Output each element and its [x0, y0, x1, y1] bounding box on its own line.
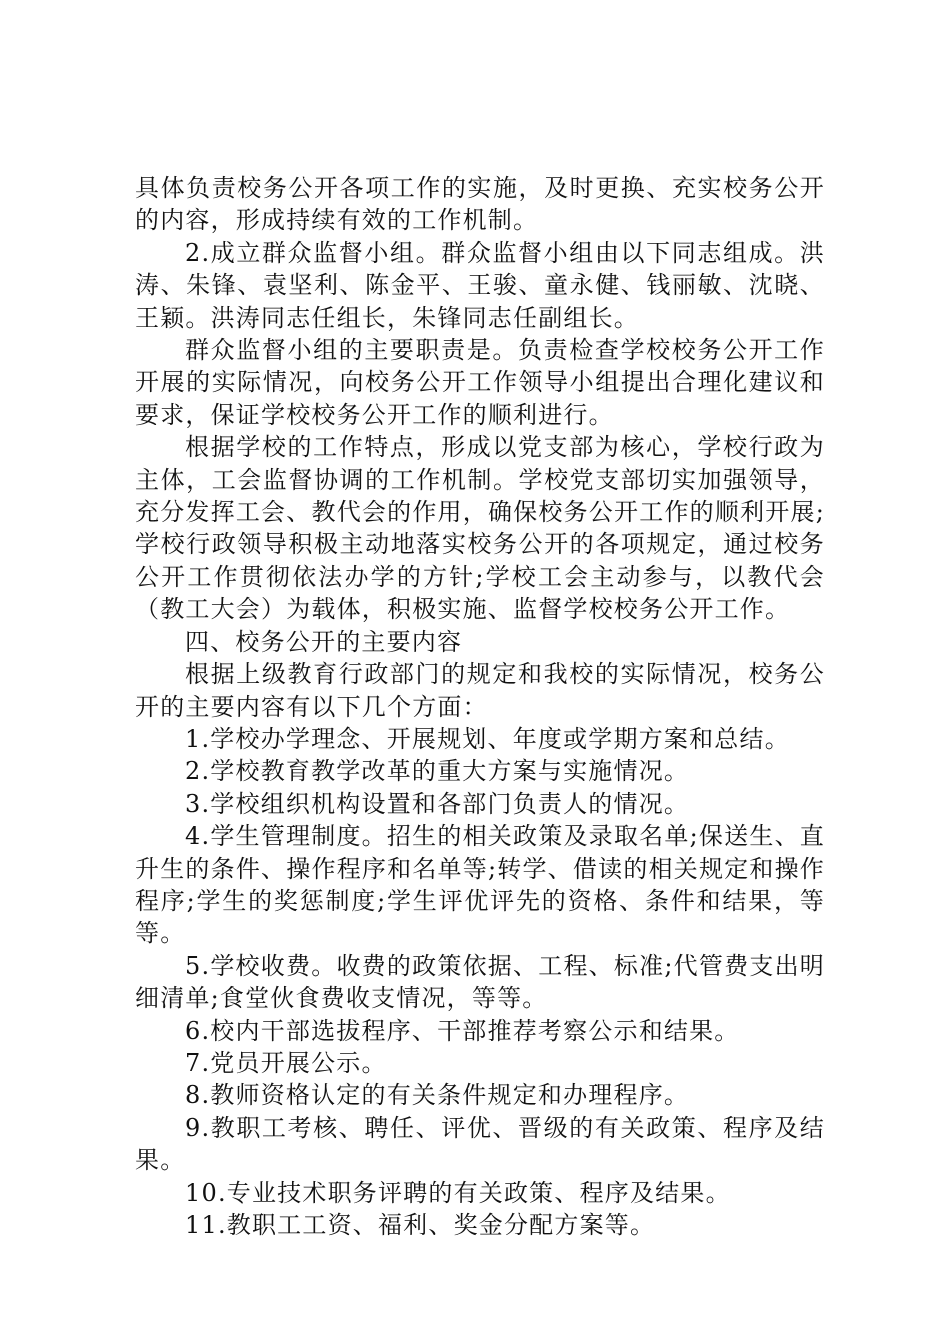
paragraph-group-duties: 群众监督小组的主要职责是。负责检查学校校务公开工作开展的实际情况，向校务公开工作领导小组提出合理化建议和要求，保证学校校务公开工作的顺利进行。	[135, 336, 825, 429]
list-item-10: 10.专业技术职务评聘的有关政策、程序及结果。	[185, 1178, 731, 1207]
section-heading-main-content: 四、校务公开的主要内容	[185, 627, 463, 656]
list-item-7: 7.党员开展公示。	[185, 1048, 387, 1077]
list-item-6: 6.校内干部选拔程序、干部推荐考察公示和结果。	[185, 1016, 740, 1045]
list-item-4: 4.学生管理制度。招生的相关政策及录取名单;保送生、直升生的条件、操作程序和名单等;转学、借读的相关规定和操作程序;学生的奖惩制度;学生评优评先的资格、条件和结果，等等。	[135, 822, 825, 948]
list-item-3: 3.学校组织机构设置和各部门负责人的情况。	[185, 789, 690, 818]
paragraph-duties-continued: 具体负责校务公开各项工作的实施，及时更换、充实校务公开的内容，形成持续有效的工作机制。	[135, 174, 825, 235]
list-item-8: 8.教师资格认定的有关条件规定和办理程序。	[185, 1081, 690, 1110]
list-item-2: 2.学校教育教学改革的重大方案与实施情况。	[185, 757, 690, 786]
list-item-1: 1.学校办学理念、开展规划、年度或学期方案和总结。	[185, 724, 790, 753]
list-item-11: 11.教职工工资、福利、奖金分配方案等。	[185, 1211, 656, 1239]
list-item-5: 5.学校收费。收费的政策依据、工程、标准;代管费支出明细清单;食堂伙食费收支情况，等等。	[135, 951, 825, 1013]
paragraph-work-mechanism: 根据学校的工作特点，形成以党支部为核心，学校行政为主体，工会监督协调的工作机制。学校党支部切实加强领导，充分发挥工会、教代会的作用，确保校务公开工作的顺利开展;学校行政领导积极主动地落实校务公开的各项规定，通过校务公开工作贯彻依法办学的方针;学校工会主动参与，以教代会（教工大会）为载体，积极实施、监督学校校务公开工作。	[135, 433, 825, 624]
paragraph-content-intro: 根据上级教育行政部门的规定和我校的实际情况，校务公开的主要内容有以下几个方面：	[135, 660, 825, 721]
list-item-9: 9.教职工考核、聘任、评优、晋级的有关政策、程序及结果。	[135, 1113, 825, 1175]
paragraph-supervision-group: 2.成立群众监督小组。群众监督小组由以下同志组成。洪涛、朱锋、袁坚利、陈金平、王骏、童永健、钱丽敏、沈晓、王颖。洪涛同志任组长，朱锋同志任副组长。	[135, 238, 825, 332]
document-body	[135, 172, 825, 1241]
